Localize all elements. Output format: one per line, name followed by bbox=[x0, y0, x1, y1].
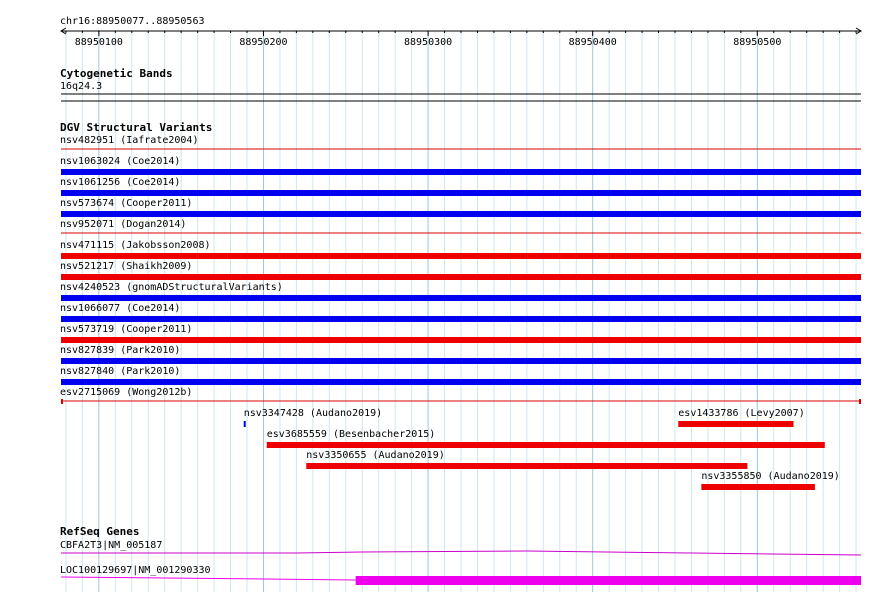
ruler-tick-label: 88950300 bbox=[403, 37, 453, 48]
variant-bar[interactable] bbox=[267, 442, 825, 448]
variant-label[interactable]: nsv1061256 (Coe2014) bbox=[60, 177, 181, 188]
gene-label[interactable]: LOC100129697|NM_001290330 bbox=[60, 565, 211, 576]
track-title-cytoband: Cytogenetic Bands bbox=[60, 67, 173, 80]
variant-label[interactable]: nsv1063024 (Coe2014) bbox=[60, 156, 181, 167]
variant-end-cap[interactable] bbox=[61, 399, 63, 404]
variant-bar[interactable] bbox=[61, 358, 861, 364]
variant-label[interactable]: nsv827839 (Park2010) bbox=[60, 345, 181, 356]
track-title-refseq: RefSeq Genes bbox=[60, 525, 140, 538]
ruler-tick-label: 88950200 bbox=[239, 37, 288, 48]
variant-label[interactable]: nsv4240523 (gnomADStructuralVariants) bbox=[60, 282, 283, 293]
ruler-tick-label: 88950400 bbox=[568, 37, 617, 48]
variant-label[interactable]: nsv3355850 (Audano2019) bbox=[701, 471, 840, 482]
variant-label[interactable]: nsv3347428 (Audano2019) bbox=[243, 408, 383, 419]
variant-bar[interactable] bbox=[244, 421, 246, 427]
gene-exon[interactable] bbox=[356, 576, 861, 585]
variant-label[interactable]: nsv952071 (Dogan2014) bbox=[60, 219, 187, 230]
gridlines bbox=[66, 30, 856, 592]
variant-bar[interactable] bbox=[61, 316, 861, 322]
variant-bar[interactable] bbox=[61, 190, 861, 196]
variant-label[interactable]: nsv482951 (Iafrate2004) bbox=[60, 135, 199, 146]
ruler-tick-label: 88950100 bbox=[74, 37, 123, 48]
ruler-tick-label: 88950500 bbox=[733, 37, 782, 48]
variant-label[interactable]: nsv471115 (Jakobsson2008) bbox=[60, 240, 211, 251]
variant-bar[interactable] bbox=[61, 337, 861, 343]
variant-bar[interactable] bbox=[306, 463, 747, 469]
feature-label[interactable]: 16q24.3 bbox=[60, 81, 103, 92]
variant-label[interactable]: esv1433786 (Levy2007) bbox=[678, 408, 805, 419]
variant-bar[interactable] bbox=[61, 295, 861, 301]
track-title-dgv: DGV Structural Variants bbox=[60, 121, 213, 134]
variant-bar[interactable] bbox=[61, 253, 861, 259]
variant-label[interactable]: esv2715069 (Wong2012b) bbox=[60, 387, 193, 398]
variant-label[interactable]: nsv827840 (Park2010) bbox=[60, 366, 181, 377]
region-label: chr16:88950077..88950563 bbox=[60, 16, 205, 27]
variant-bar[interactable] bbox=[61, 274, 861, 280]
variant-end-cap[interactable] bbox=[859, 399, 861, 404]
variant-label[interactable]: nsv521217 (Shaikh2009) bbox=[60, 261, 193, 272]
variant-label[interactable]: nsv1066077 (Coe2014) bbox=[60, 303, 181, 314]
variant-label[interactable]: nsv3350655 (Audano2019) bbox=[306, 450, 445, 461]
variant-label[interactable]: nsv573674 (Cooper2011) bbox=[60, 198, 193, 209]
gene-label[interactable]: CBFA2T3|NM_005187 bbox=[60, 540, 163, 551]
variant-label[interactable]: nsv573719 (Cooper2011) bbox=[60, 324, 193, 335]
variant-bar[interactable] bbox=[701, 484, 815, 490]
variant-label[interactable]: esv3685559 (Besenbacher2015) bbox=[266, 429, 436, 440]
variant-bar[interactable] bbox=[61, 379, 861, 385]
variant-bar[interactable] bbox=[61, 169, 861, 175]
variant-bar[interactable] bbox=[61, 211, 861, 217]
variant-bar[interactable] bbox=[678, 421, 793, 427]
